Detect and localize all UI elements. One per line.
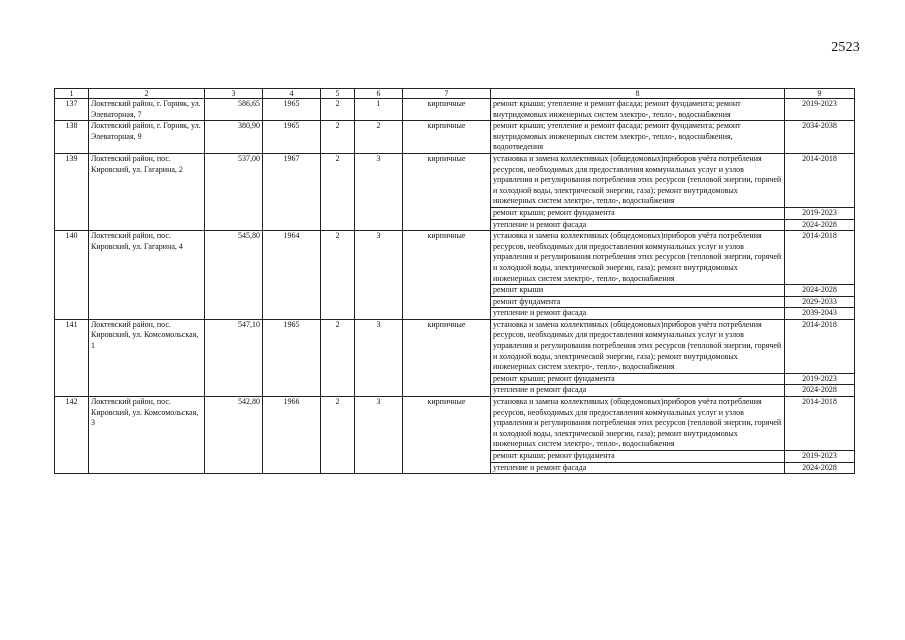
period-cell: 2014-2018: [785, 397, 855, 451]
address-cell: Локтевский район, пос. Кировский, ул. Комсомольская, 1: [89, 319, 205, 396]
column-header: 1: [55, 89, 89, 99]
year-cell: 1967: [263, 153, 321, 230]
row-number: 139: [55, 153, 89, 230]
work-type-cell: ремонт фундамента: [491, 296, 785, 308]
address-cell: Локтевский район, г. Горняк, ул. Элеваторная, 9: [89, 121, 205, 154]
wall-material-cell: кирпичные: [403, 397, 491, 474]
year-cell: 1965: [263, 121, 321, 154]
entrances-cell: 3: [355, 319, 403, 396]
work-type-cell: ремонт крыши; утепление и ремонт фасада; ремонт фундамента; ремонт внутридомовых инженерных систем электро-, тепло-, водоснабжения, водоотведения: [491, 121, 785, 154]
column-header: 9: [785, 89, 855, 99]
period-cell: 2019-2023: [785, 373, 855, 385]
column-header: 5: [321, 89, 355, 99]
period-cell: 2039-2043: [785, 308, 855, 320]
table-row: [55, 397, 855, 451]
area-cell: 545,80: [205, 231, 263, 320]
period-cell: 2024-2028: [785, 462, 855, 474]
work-type-cell: утепление и ремонт фасада: [491, 462, 785, 474]
row-number: 137: [55, 99, 89, 121]
table-row: [55, 153, 855, 207]
wall-material-cell: кирпичные: [403, 319, 491, 396]
work-type-cell: ремонт крыши; утепление и ремонт фасада; ремонт фундамента; ремонт внутридомовых инженерных систем электро-, тепло-, водоснабжения: [491, 99, 785, 121]
wall-material-cell: кирпичные: [403, 231, 491, 320]
housing-register-table: [54, 88, 855, 474]
period-cell: 2024-2028: [785, 219, 855, 231]
wall-material-cell: кирпичные: [403, 153, 491, 230]
entrances-cell: 3: [355, 153, 403, 230]
area-cell: 547,10: [205, 319, 263, 396]
address-cell: Локтевский район, пос. Кировский, ул. Комсомольская, 3: [89, 397, 205, 474]
column-header: 7: [403, 89, 491, 99]
work-type-cell: установка и замена коллективных (общедомовых)приборов учёта потребления ресурсов, необходимых для предоставления коммунальных услуг и узлов управления и регулирования потребления этих ресурсов (тепловой энергии, горячей и холодной воды, электрической энергии, газа); ремонт внутридомовых инженерных систем электро-, тепло-, водоснабжения: [491, 397, 785, 451]
row-number: 140: [55, 231, 89, 320]
column-number-header-row: [55, 89, 855, 99]
year-cell: 1965: [263, 99, 321, 121]
column-header: 3: [205, 89, 263, 99]
work-type-cell: установка и замена коллективных (общедомовых)приборов учёта потребления ресурсов, необходимых для предоставления коммунальных услуг и узлов управления и регулирования потребления этих ресурсов (тепловой энергии, горячей и холодной воды, электрической энергии, газа); ремонт внутридомовых инженерных систем электро-, тепло-, водоснабжения: [491, 319, 785, 373]
period-cell: 2029-2033: [785, 296, 855, 308]
address-cell: Локтевский район, г. Горняк, ул. Элеваторная, 7: [89, 99, 205, 121]
row-number: 141: [55, 319, 89, 396]
floors-cell: 2: [321, 99, 355, 121]
column-header: 8: [491, 89, 785, 99]
work-type-cell: утепление и ремонт фасада: [491, 219, 785, 231]
column-header: 6: [355, 89, 403, 99]
row-number: 138: [55, 121, 89, 154]
work-type-cell: утепление и ремонт фасада: [491, 308, 785, 320]
entrances-cell: 3: [355, 231, 403, 320]
work-type-cell: установка и замена коллективных (общедомовых)приборов учёта потребления ресурсов, необходимых для предоставления коммунальных услуг и узлов управления и регулирования потребления этих ресурсов (тепловой энергии, горячей и холодной воды, электрической энергии, газа); ремонт внутридомовых инженерных систем электро-, тепло-, водоснабжения: [491, 231, 785, 285]
floors-cell: 2: [321, 121, 355, 154]
wall-material-cell: кирпичные: [403, 99, 491, 121]
area-cell: 586,65: [205, 99, 263, 121]
work-type-cell: установка и замена коллективных (общедомовых)приборов учёта потребления ресурсов, необходимых для предоставления коммунальных услуг и узлов управления и регулирования потребления этих ресурсов (тепловой энергии, горячей и холодной воды, электрической энергии, газа); ремонт внутридомовых инженерных систем электро-, тепло-, водоснабжения: [491, 153, 785, 207]
table-row: [55, 99, 855, 121]
table-row: [55, 231, 855, 285]
entrances-cell: 3: [355, 397, 403, 474]
column-header: 4: [263, 89, 321, 99]
period-cell: 2024-2028: [785, 385, 855, 397]
column-header: 2: [89, 89, 205, 99]
floors-cell: 2: [321, 153, 355, 230]
period-cell: 2014-2018: [785, 231, 855, 285]
work-type-cell: утепление и ремонт фасада: [491, 385, 785, 397]
floors-cell: 2: [321, 319, 355, 396]
table-row: [55, 319, 855, 373]
area-cell: 537,00: [205, 153, 263, 230]
address-cell: Локтевский район, пос. Кировский, ул. Гагарина, 2: [89, 153, 205, 230]
period-cell: 2014-2018: [785, 153, 855, 207]
floors-cell: 2: [321, 231, 355, 320]
year-cell: 1966: [263, 397, 321, 474]
period-cell: 2019-2023: [785, 451, 855, 463]
area-cell: 542,80: [205, 397, 263, 474]
address-cell: Локтевский район, пос. Кировский, ул. Гагарина, 4: [89, 231, 205, 320]
entrances-cell: 1: [355, 99, 403, 121]
entrances-cell: 2: [355, 121, 403, 154]
year-cell: 1965: [263, 319, 321, 396]
work-type-cell: ремонт крыши; ремонт фундамента: [491, 207, 785, 219]
period-cell: 2019-2023: [785, 99, 855, 121]
period-cell: 2019-2023: [785, 207, 855, 219]
floors-cell: 2: [321, 397, 355, 474]
year-cell: 1964: [263, 231, 321, 320]
work-type-cell: ремонт крыши; ремонт фундамента: [491, 451, 785, 463]
work-type-cell: ремонт крыши; ремонт фундамента: [491, 373, 785, 385]
work-type-cell: ремонт крыши: [491, 285, 785, 297]
period-cell: 2014-2018: [785, 319, 855, 373]
table-row: [55, 121, 855, 154]
period-cell: 2034-2038: [785, 121, 855, 154]
row-number: 142: [55, 397, 89, 474]
wall-material-cell: кирпичные: [403, 121, 491, 154]
period-cell: 2024-2028: [785, 285, 855, 297]
page-number: 2523: [831, 40, 860, 55]
area-cell: 380,90: [205, 121, 263, 154]
